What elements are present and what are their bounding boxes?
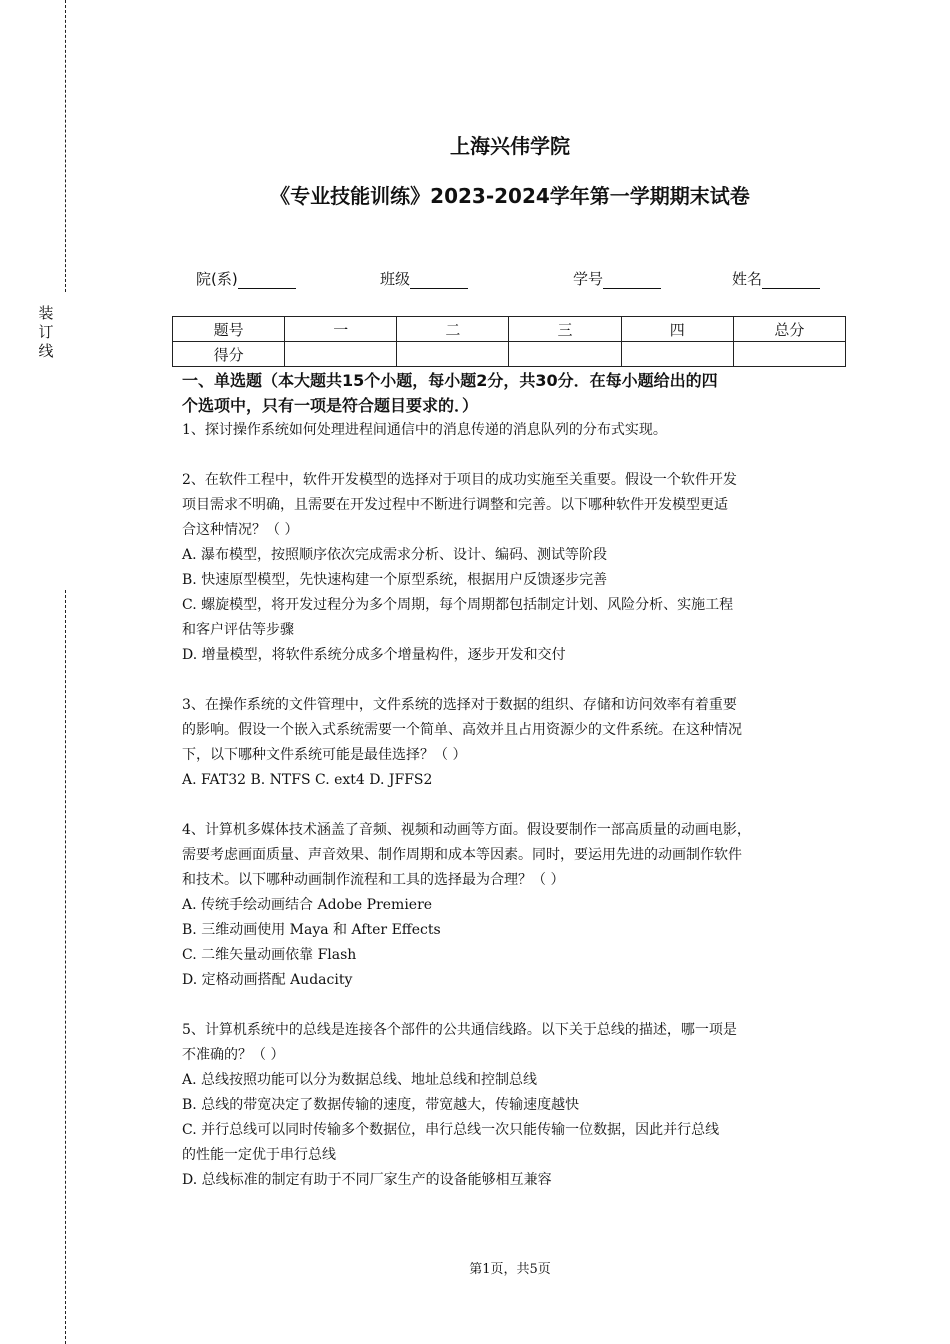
question-line: 1、探讨操作系统如何处理进程间通信中的消息传递的消息队列的分布式实现。 [182,422,667,438]
section-heading [182,368,842,418]
option-c: C. 二维矢量动画依靠 Flash [182,947,357,963]
binding-label: 装订线 [38,304,54,360]
school-title: 上海兴伟学院 [450,134,570,158]
score-input-cell[interactable] [733,342,845,367]
question-2 [182,468,842,668]
question-line: 的影响。假设一个嵌入式系统需要一个简单、高效并且占用资源少的文件系统。在这种情况 [182,722,742,738]
score-input-cell[interactable] [285,342,397,367]
score-cell: 得分 [173,342,285,367]
student-info-row [0,268,950,292]
student-id-label: 学号 [573,270,604,288]
question-line: 3、在操作系统的文件管理中，文件系统的选择对于数据的组织、存储和访问效率有着重要 [182,697,737,713]
option-d: D. 增量模型，将软件系统分成多个增量构件，逐步开发和交付 [182,647,566,663]
name-blank[interactable] [762,272,820,289]
department-label: 院(系) [196,270,238,288]
score-table-score-row [173,342,846,367]
page-footer: 第1页，共5页 [469,1262,551,1277]
score-input-cell[interactable] [397,342,509,367]
score-input-cell[interactable] [621,342,733,367]
option-b: B. 总线的带宽决定了数据传输的速度，带宽越大，传输速度越快 [182,1097,580,1113]
name-label: 姓名 [732,270,763,288]
question-line: 4、计算机多媒体技术涵盖了音频、视频和动画等方面。假设要制作一部高质量的动画电影， [182,822,751,838]
name-field [732,268,820,289]
option-d: D. 定格动画搭配 Audacity [182,972,353,988]
option-c-continued: 的性能一定优于串行总线 [182,1147,336,1163]
binding-line-bottom [65,590,66,1344]
score-cell: 题号 [173,317,285,342]
exam-title: 《专业技能训练》2023-2024学年第一学期期末试卷 [270,184,750,208]
class-field [380,268,468,289]
question-line: 下，以下哪种文件系统可能是最佳选择？（ ） [182,747,467,763]
option-c-continued: 和客户评估等步骤 [182,622,294,638]
score-table-header-row [173,317,846,342]
department-blank[interactable] [238,272,296,289]
section-heading-line: 个选项中，只有一项是符合题目要求的．） [182,396,479,415]
class-blank[interactable] [410,272,468,289]
score-table [172,316,846,367]
question-line: 合这种情况？（ ） [182,522,299,538]
score-input-cell[interactable] [509,342,621,367]
question-3 [182,693,842,793]
question-1 [182,418,842,443]
score-cell: 四 [621,317,733,342]
question-4 [182,818,842,993]
option-b: B. 三维动画使用 Maya 和 After Effects [182,922,441,938]
option-a: A. 总线按照功能可以分为数据总线、地址总线和控制总线 [182,1072,538,1088]
options-line: A. FAT32 B. NTFS C. ext4 D. JFFS2 [182,772,433,788]
question-5 [182,1018,842,1193]
score-cell: 三 [509,317,621,342]
question-line: 和技术。以下哪种动画制作流程和工具的选择最为合理？（ ） [182,872,565,888]
option-b: B. 快速原型模型，先快速构建一个原型系统，根据用户反馈逐步完善 [182,572,608,588]
score-cell: 总分 [733,317,845,342]
question-line: 2、在软件工程中，软件开发模型的选择对于项目的成功实施至关重要。假设一个软件开发 [182,472,737,488]
option-d: D. 总线标准的制定有助于不同厂家生产的设备能够相互兼容 [182,1172,552,1188]
question-line: 不准确的？（ ） [182,1047,285,1063]
question-line: 5、计算机系统中的总线是连接各个部件的公共通信线路。以下关于总线的描述，哪一项是 [182,1022,737,1038]
option-a: A. 传统手绘动画结合 Adobe Premiere [182,897,433,913]
question-line: 需要考虑画面质量、声音效果、制作周期和成本等因素。同时，要运用先进的动画制作软件 [182,847,742,863]
option-a: A. 瀑布模型，按照顺序依次完成需求分析、设计、编码、测试等阶段 [182,547,608,563]
department-field [196,268,296,289]
question-line: 项目需求不明确，且需要在开发过程中不断进行调整和完善。以下哪种软件开发模型更适 [182,497,728,513]
score-cell: 一 [285,317,397,342]
score-cell: 二 [397,317,509,342]
student-id-field [573,268,661,289]
option-c: C. 并行总线可以同时传输多个数据位，串行总线一次只能传输一位数据，因此并行总线 [182,1122,720,1138]
option-c: C. 螺旋模型，将开发过程分为多个周期，每个周期都包括制定计划、风险分析、实施工程 [182,597,734,613]
section-heading-line: 一、单选题（本大题共15个小题，每小题2分，共30分．在每小题给出的四 [182,371,718,390]
class-label: 班级 [380,270,411,288]
questions-content [182,418,842,1193]
student-id-blank[interactable] [603,272,661,289]
